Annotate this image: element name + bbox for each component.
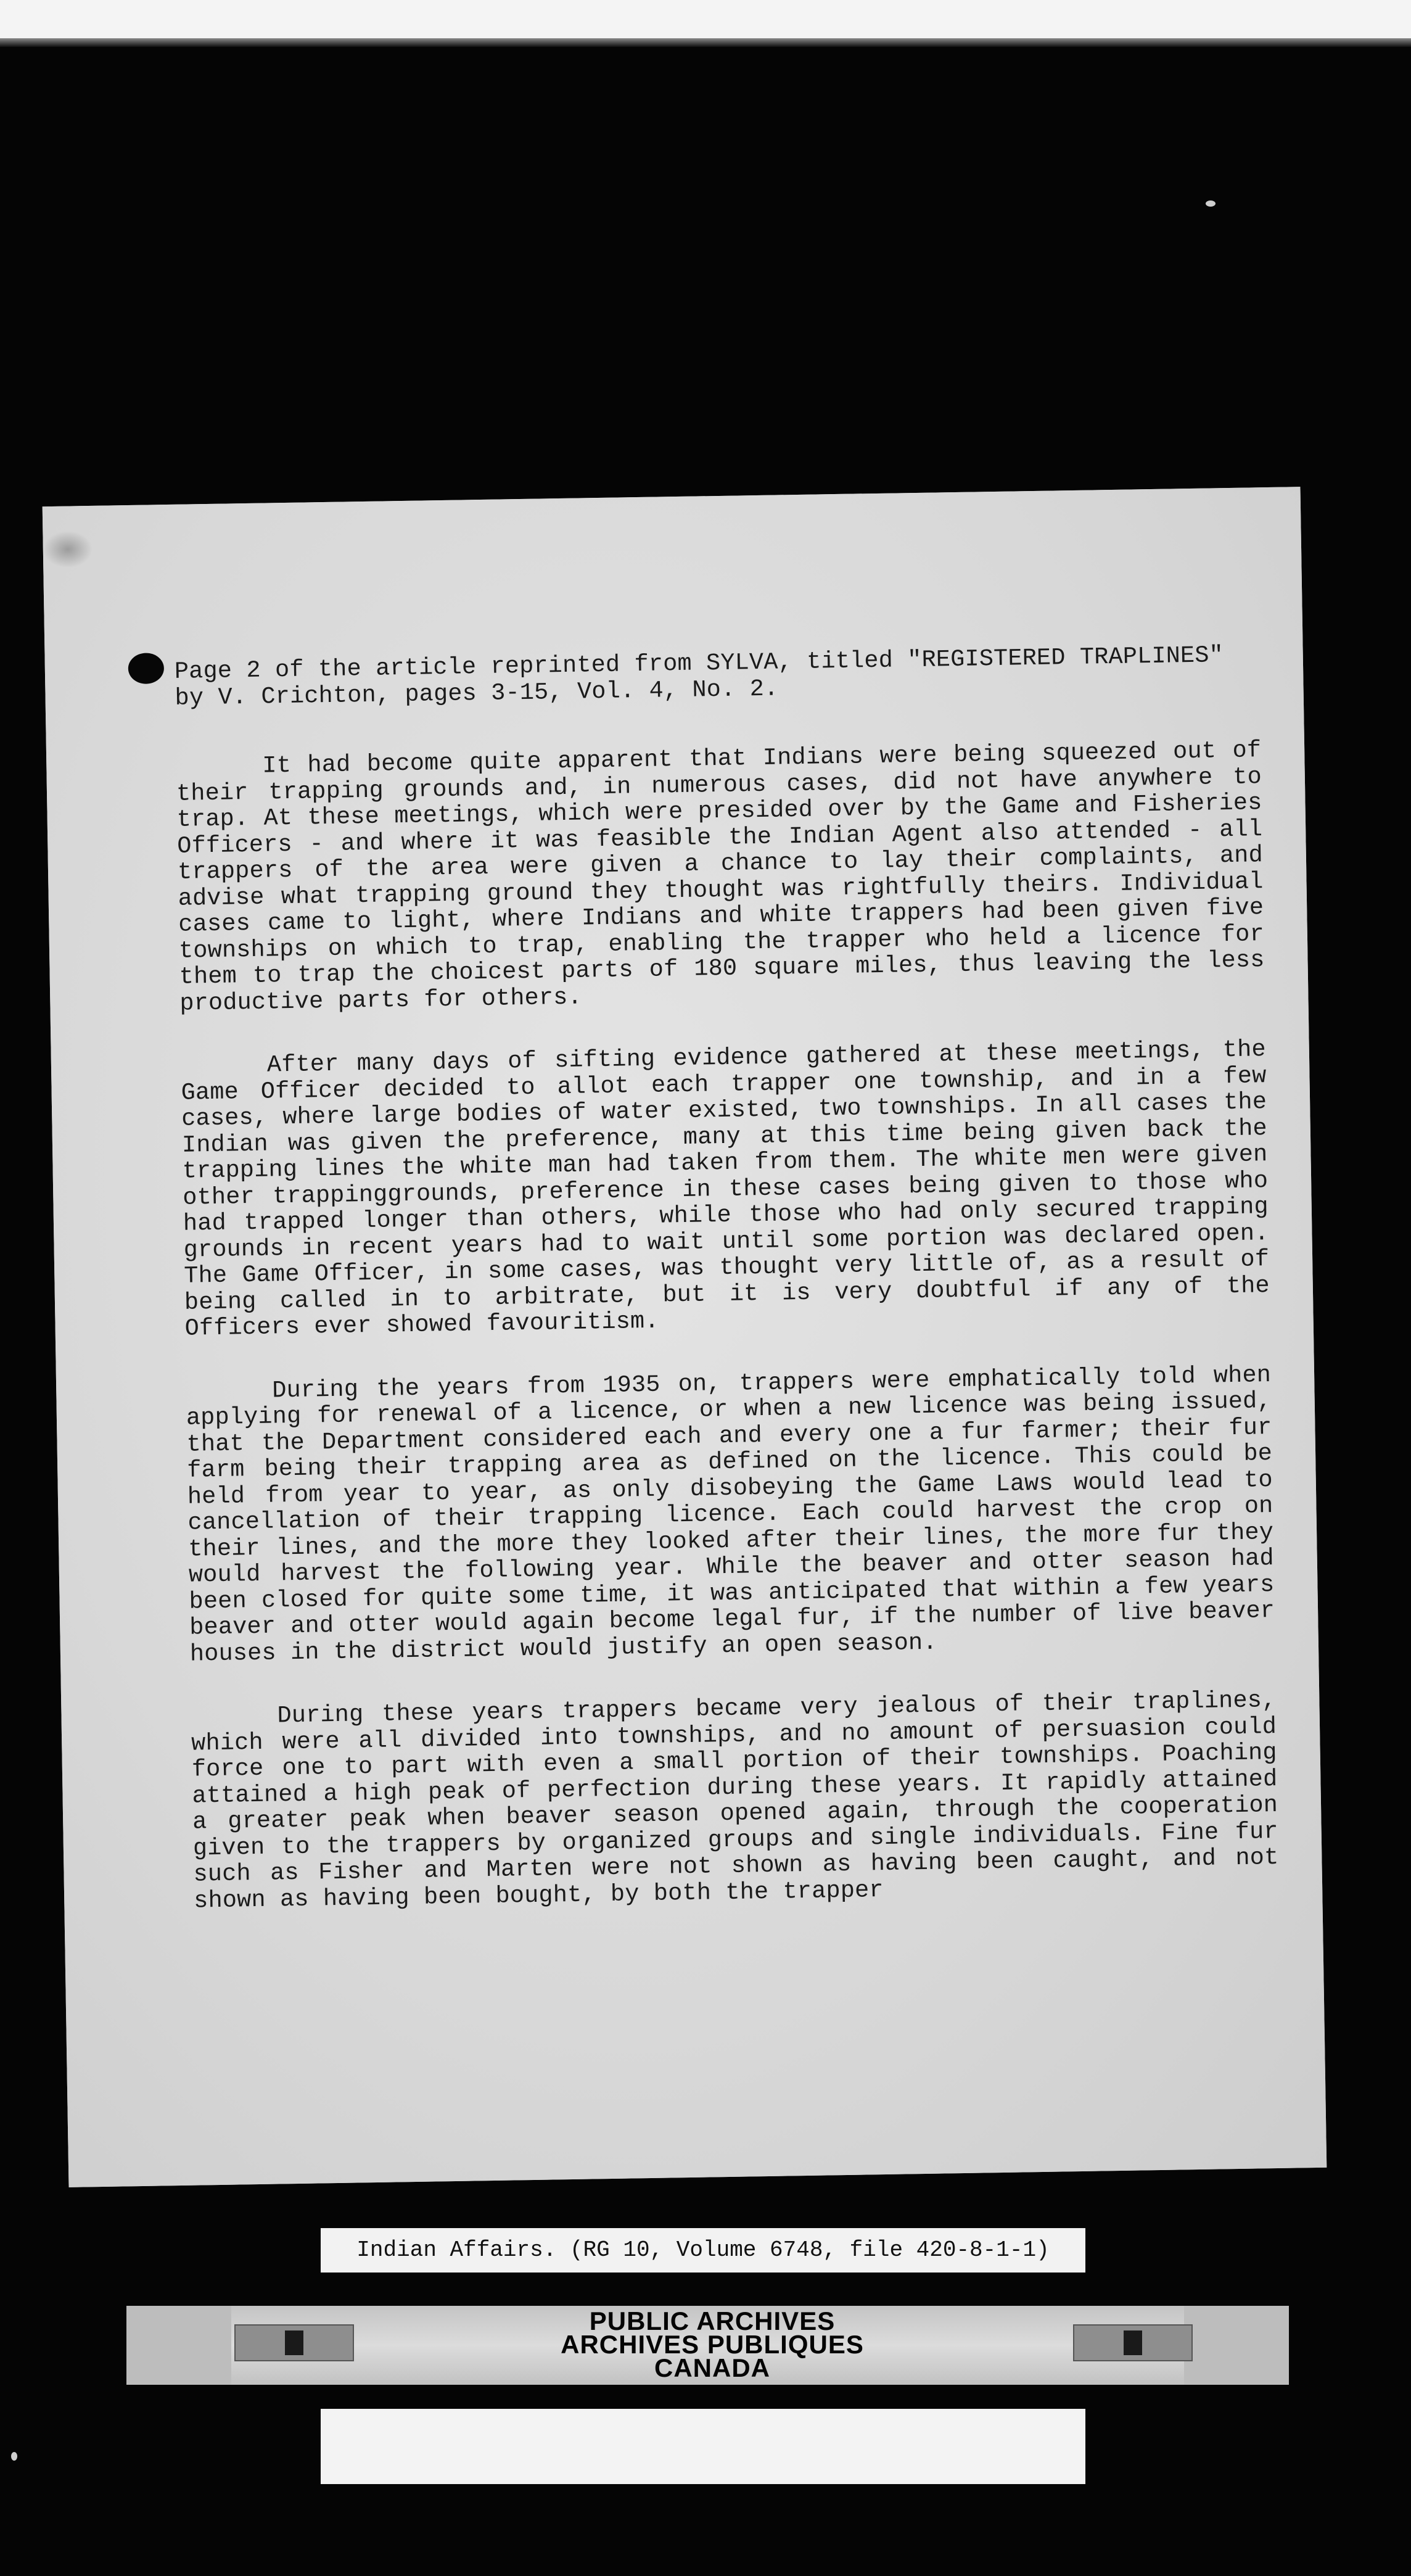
stamp-line: PUBLIC ARCHIVES — [589, 2306, 836, 2335]
stamp-line: CANADA — [654, 2353, 770, 2382]
clip-left — [234, 2324, 354, 2361]
corner-smudge — [43, 530, 93, 568]
archive-stamp — [496, 2306, 928, 2382]
band-end-left — [126, 2306, 231, 2385]
dust-speck — [1206, 200, 1216, 207]
punch-hole — [128, 653, 164, 684]
document-body — [175, 642, 1280, 1951]
stamp-line: ARCHIVES PUBLIQUES — [561, 2330, 864, 2359]
archive-reference-card — [321, 2228, 1085, 2273]
blank-label-card — [321, 2409, 1085, 2484]
page-header: Page 2 of the article reprinted from SYLVA, titled "REGISTERED TRAPLINES" by V. Crichton, pages 3-15, Vol. 4, No. 2. — [174, 642, 1224, 712]
document-page — [43, 487, 1327, 2187]
paragraph: During the years from 1935 on, trappers were emphatically told when applying for renewal of a licence, or when a new licence was being issued, that the Department considered each and every one a fur farmer; their fur farm being their trapping area as defined on the licence. This could be held from year to year, as only disobeying the Game Laws would lead to cancellation of their trapping licence. Each could harvest the crop on their lines, and the more they looked after their lines, the more fur they would harvest the following year. While the beaver and otter season had been closed for quite some time, it was anticipated that within a few years beaver and otter would again become legal fur, if the number of live beaver houses in the district would justify an open season. — [186, 1361, 1275, 1668]
paragraph: It had become quite apparent that Indians were being squeezed out of their trapping grounds and, in numerous cases, did not have anywhere to trap. At these meetings, which were presided over by the Game and Fisheries Officers - and where it was feasible the Indian Agent also attended - all trappers of the area were given a chance to lay their complaints, and advise what trapping ground they thought was rightfully theirs. Individual cases came to light, where Indians and white trappers had been given five townships on which to trap, enabling the trapper who held a licence for them to trap the choicest parts of 180 square miles, thus leaving the less productive parts for others. — [176, 737, 1265, 1017]
dust-speck — [11, 2452, 17, 2461]
paragraph: During these years trappers became very jealous of their traplines, which were all divided into townships, and no amount of persuasion could force one to part with even a small portion of their townships. Poaching attained a high peak of perfection during these years. It rapidly attained a greater peak when beaver season opened again, through the cooperation given to the trappers by organized groups and single individuals. Fine fur such as Fisher and Marten were not shown as having been caught, and not shown as having been bought, by both the trapper — [191, 1686, 1279, 1915]
clip-right — [1073, 2324, 1193, 2361]
band-end-right — [1184, 2306, 1289, 2385]
archive-reference: Indian Affairs. (RG 10, Volume 6748, file 420-8-1-1) — [356, 2237, 1050, 2263]
clip-shadow — [285, 2330, 303, 2355]
film-top-strip — [0, 0, 1411, 38]
film-top-shadow — [0, 38, 1411, 47]
paragraph: After many days of sifting evidence gathered at these meetings, the Game Officer decided to allot each trapper one township, and in a few cases, where large bodies of water existed, two townships. In all cases the Indian was given the preference, many at this time being given back the trapping lines the white man had taken from them. The white men were given other trappinggrounds, preference in these cases being given to those who had trapped longer than others, while those who had only secured trapping grounds in recent years had to wait until some portion was declared open. The Game Officer, in some cases, was thought very little of, as a result of being called in to arbitrate, but it is very doubtful if any of the Officers ever showed favouritism. — [181, 1036, 1270, 1342]
clip-shadow — [1124, 2330, 1142, 2355]
archive-stamp-band — [126, 2306, 1289, 2385]
